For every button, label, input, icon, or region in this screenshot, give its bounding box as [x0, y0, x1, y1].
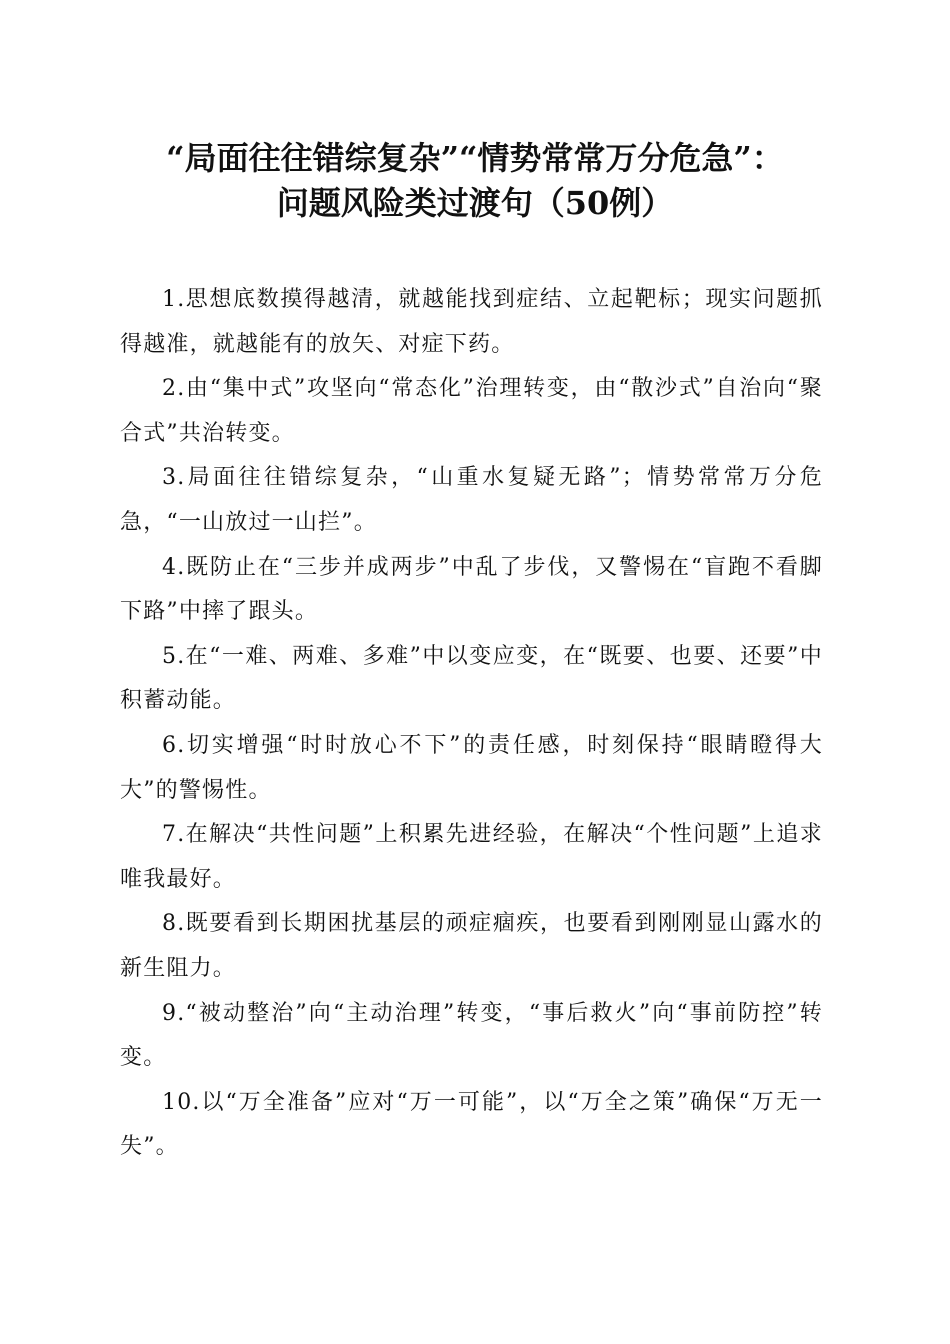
paragraph-6: 6.切实增强“时时放心不下”的责任感，时刻保持“眼睛瞪得大大”的警惕性。 — [120, 732, 823, 803]
paragraph-10: 10.以“万全准备”应对“万一可能”，以“万全之策”确保“万无一失”。 — [120, 1089, 823, 1160]
title-line-2: 问题风险类过渡句（50例） — [276, 184, 674, 222]
title-line-1: “局面往往错综复杂”“情势常常万分危急”： — [166, 139, 784, 177]
paragraph-7: 7.在解决“共性问题”上积累先进经验，在解决“个性问题”上追求唯我最好。 — [120, 822, 823, 892]
paragraph-3: 3.局面往往错综复杂，“山重水复疑无路”；情势常常万分危急，“一山放过一山拦”。 — [120, 465, 823, 535]
document-body — [120, 278, 823, 1170]
paragraph-2: 2.由“集中式”攻坚向“常态化”治理转变，由“散沙式”自治向“聚合式”共治转变。 — [120, 376, 823, 446]
paragraph-1: 1.思想底数摸得越清，就越能找到症结、立起靶标；现实问题抓得越准，就越能有的放矢、对症下药。 — [120, 287, 823, 357]
paragraph-4: 4.既防止在“三步并成两步”中乱了步伐，又警惕在“盲跑不看脚下路”中摔了跟头。 — [120, 554, 823, 625]
document-title — [120, 136, 830, 226]
paragraph-8: 8.既要看到长期困扰基层的顽症痼疾，也要看到刚刚显山露水的新生阻力。 — [120, 911, 823, 981]
paragraph-9: 9.“被动整治”向“主动治理”转变，“事后救火”向“事前防控”转变。 — [120, 1000, 823, 1071]
paragraph-5: 5.在“一难、两难、多难”中以变应变，在“既要、也要、还要”中积蓄动能。 — [120, 643, 823, 714]
